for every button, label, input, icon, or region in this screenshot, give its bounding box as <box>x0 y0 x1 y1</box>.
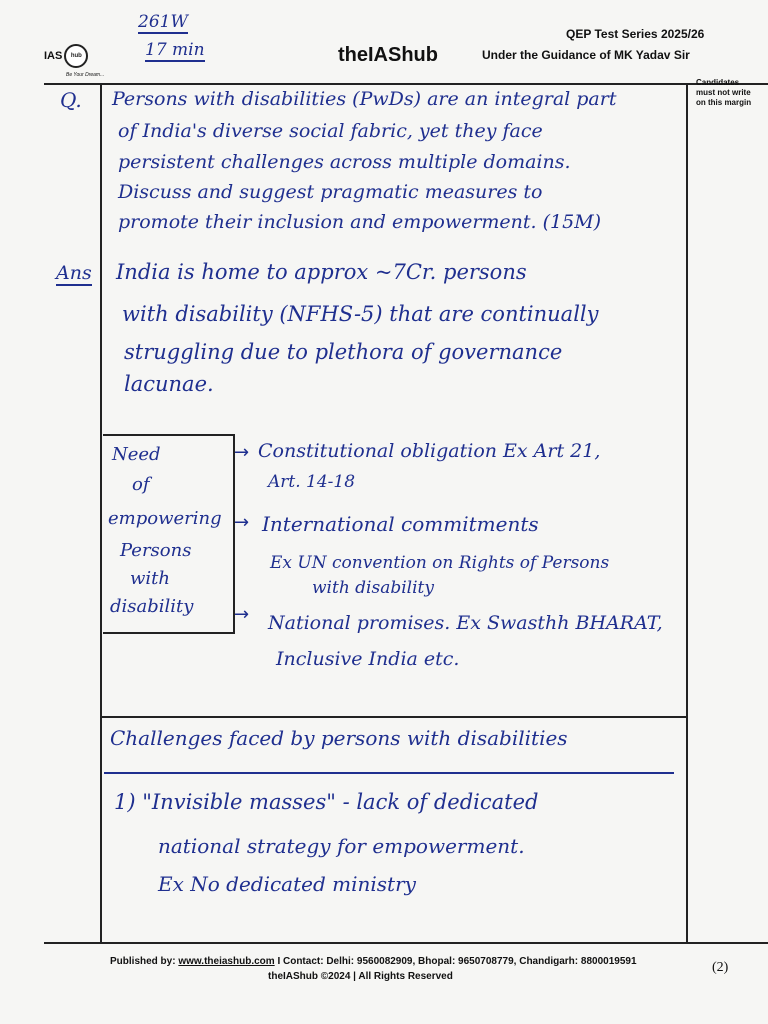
intro-line: struggling due to plethora of governance <box>124 340 563 364</box>
logo-hub-circle: hub <box>64 44 88 68</box>
right-margin-line <box>686 83 688 943</box>
question-line: promote their inclusion and empowerment. (15M) <box>118 211 602 233</box>
need-line: Persons <box>120 540 192 561</box>
intro-line: lacunae. <box>124 372 214 396</box>
published-label: Published by: <box>110 956 176 967</box>
question-line: persistent challenges across multiple domains. <box>118 151 571 173</box>
arrow-right-icon: → <box>234 604 250 625</box>
need-line: empowering <box>108 508 222 529</box>
challenge-line: Ex No dedicated ministry <box>158 872 416 896</box>
challenge-line: national strategy for empowerment. <box>158 834 525 858</box>
logo-tagline: Be Your Dream... <box>66 72 105 78</box>
bottom-rule <box>44 942 768 944</box>
need-point: Ex UN convention on Rights of Persons <box>270 553 610 573</box>
footer-publisher <box>110 956 637 967</box>
arrow-right-icon: → <box>234 442 250 463</box>
question-line: Discuss and suggest pragmatic measures to <box>118 181 543 203</box>
challenge-line: 1) "Invisible masses" - lack of dedicated <box>114 790 539 814</box>
need-line: disability <box>110 596 194 617</box>
question-line: of India's diverse social fabric, yet they face <box>118 120 543 142</box>
need-line: with <box>130 568 170 589</box>
need-point: Art. 14-18 <box>268 472 356 492</box>
need-line: Need <box>112 444 161 465</box>
logo-text: IAS <box>44 50 63 62</box>
intro-line: with disability (NFHS-5) that are continually <box>122 302 599 326</box>
section-divider <box>102 716 686 718</box>
website-link[interactable]: www.theiashub.com <box>178 956 275 967</box>
guidance-line: Under the Guidance of MK Yadav Sir <box>482 48 690 62</box>
arrow-right-icon: → <box>234 512 250 533</box>
need-point: Inclusive India etc. <box>276 648 460 670</box>
left-margin-line <box>100 83 102 943</box>
need-line: of <box>132 474 150 495</box>
time-note: 17 min <box>145 40 205 60</box>
need-point: National promises. Ex Swasthh BHARAT, <box>268 612 663 634</box>
need-point: with disability <box>312 578 434 598</box>
page-number: (2) <box>712 960 729 975</box>
top-rule <box>44 83 768 85</box>
iashub-logo <box>44 38 104 74</box>
challenges-heading: Challenges faced by persons with disabilities <box>110 726 568 750</box>
intro-line: India is home to approx ~7Cr. persons <box>116 260 527 284</box>
contact-numbers: I Contact: Delhi: 9560082909, Bhopal: 9650708779, Chandigarh: 8800019591 <box>277 956 637 967</box>
answer-marker: Ans <box>56 262 92 284</box>
brand-title: theIAShub <box>338 44 438 66</box>
footer-copyright: theIAShub ©2024 | All Rights Reserved <box>268 971 453 982</box>
test-series: QEP Test Series 2025/26 <box>566 27 705 41</box>
margin-note: Candidates must not write on this margin <box>696 78 752 107</box>
word-count-note: 261W <box>138 12 188 32</box>
question-line: Persons with disabilities (PwDs) are an integral part <box>112 88 617 110</box>
heading-underline <box>104 772 674 774</box>
question-marker: Q. <box>60 88 82 112</box>
need-point: International commitments <box>262 512 539 536</box>
need-point: Constitutional obligation Ex Art 21, <box>258 440 601 462</box>
